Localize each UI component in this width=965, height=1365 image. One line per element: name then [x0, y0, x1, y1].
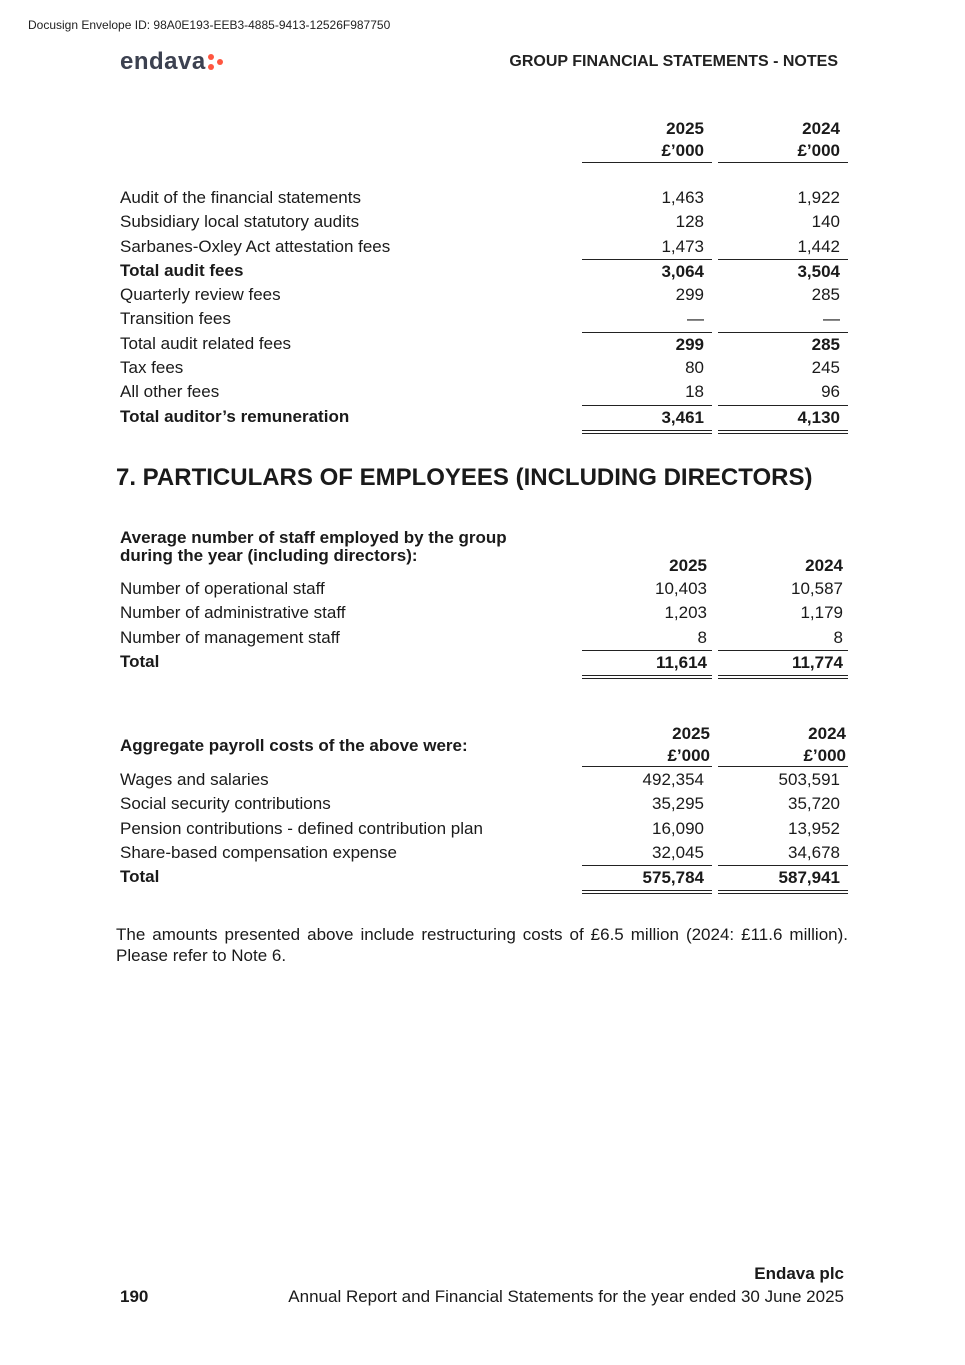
audit-header-unit — [120, 140, 848, 164]
audit-fees-table — [120, 118, 848, 429]
value-2024: 34,678 — [788, 842, 840, 862]
row-label: Tax fees — [120, 358, 184, 378]
total-row — [120, 865, 848, 889]
staff-title-line2: during the year (including directors): — [120, 546, 418, 565]
table-row — [120, 601, 848, 625]
value-2024: 140 — [811, 212, 840, 232]
value-2025: 18 — [685, 382, 704, 402]
row-label: Total audit fees — [120, 260, 244, 280]
audit-col1-unit: £’000 — [582, 140, 712, 163]
row-label: Total auditor’s remuneration — [120, 406, 350, 426]
table-row — [120, 356, 848, 380]
value-2024: 4,130 — [718, 405, 848, 434]
total-row — [120, 650, 848, 674]
value-2025: 16,090 — [652, 818, 704, 838]
table-row — [120, 792, 848, 816]
logo-text: endava — [120, 48, 206, 75]
envelope-id: Docusign Envelope ID: 98A0E193-EEB3-4885-9413-12526F987750 — [28, 18, 391, 32]
row-label: Share-based compensation expense — [120, 842, 397, 862]
value-2024: 35,720 — [788, 794, 840, 814]
audit-col2-year: 2024 — [802, 119, 840, 138]
row-label: Total — [120, 651, 160, 671]
table-row — [120, 577, 848, 601]
value-2024: 285 — [718, 332, 848, 357]
table-row — [120, 283, 848, 307]
staff-col2-year: 2024 — [805, 556, 843, 575]
row-label: Audit of the financial statements — [120, 188, 361, 207]
value-2024: — — [823, 309, 840, 329]
staff-table-title — [120, 529, 848, 577]
section-7-heading: 7. PARTICULARS OF EMPLOYEES (INCLUDING DIRECTORS) — [116, 464, 813, 491]
page-number: 190 — [120, 1287, 149, 1306]
value-2025: 11,614 — [582, 650, 712, 679]
payroll-col2-unit: £’000 — [718, 746, 848, 767]
table-row — [120, 768, 848, 792]
row-label: Social security contributions — [120, 794, 331, 814]
payroll-col1-year: 2025 — [672, 724, 710, 743]
audit-col1-year: 2025 — [666, 119, 704, 138]
row-label: Wages and salaries — [120, 770, 269, 789]
value-2024: 10,587 — [791, 579, 843, 598]
value-2025: 80 — [685, 358, 704, 378]
value-2024: 503,591 — [778, 770, 840, 789]
payroll-header — [120, 724, 848, 768]
value-2024: 1,179 — [800, 603, 843, 623]
value-2025: 128 — [675, 212, 704, 232]
value-2024: 11,774 — [718, 650, 848, 679]
audit-header-year — [120, 118, 848, 140]
row-label: Total audit related fees — [120, 333, 292, 353]
logo-mark-icon — [208, 54, 224, 70]
row-label: All other fees — [120, 382, 220, 402]
payroll-table — [120, 724, 848, 889]
subtotal-row — [120, 332, 848, 356]
table-row — [120, 841, 848, 865]
value-2025: 8 — [697, 627, 707, 647]
total-row — [120, 259, 848, 283]
table-row — [120, 307, 848, 331]
row-label: Quarterly review fees — [120, 285, 281, 305]
value-2025: 32,045 — [652, 842, 704, 862]
table-row — [120, 626, 848, 650]
table-row — [120, 380, 848, 404]
value-2025: 3,064 — [582, 259, 712, 284]
payroll-col2-year: 2024 — [808, 724, 846, 743]
row-label: Subsidiary local statutory audits — [120, 212, 360, 232]
row-label: Transition fees — [120, 309, 231, 329]
value-2025: 299 — [582, 332, 712, 357]
audit-col2-unit: £’000 — [718, 140, 848, 163]
footer-report-title: Annual Report and Financial Statements for the year ended 30 June 2025 — [288, 1287, 844, 1306]
value-2025: 10,403 — [655, 579, 707, 598]
value-2025: 1,473 — [661, 236, 704, 256]
staff-col1-year: 2025 — [669, 556, 707, 575]
value-2025: 492,354 — [642, 770, 704, 789]
footer-company: Endava plc — [754, 1264, 844, 1283]
table-row — [120, 235, 848, 259]
row-label: Number of management staff — [120, 627, 340, 647]
value-2024: 96 — [821, 382, 840, 402]
value-2025: 3,461 — [582, 405, 712, 434]
value-2025: 1,203 — [664, 603, 707, 623]
value-2025: 1,463 — [661, 188, 704, 207]
value-2024: 1,922 — [797, 188, 840, 207]
value-2024: 285 — [811, 285, 840, 305]
row-label: Number of administrative staff — [120, 603, 346, 623]
value-2025: 35,295 — [652, 794, 704, 814]
company-logo — [120, 48, 224, 76]
value-2025: 575,784 — [582, 865, 712, 894]
staff-title-line1: Average number of staff employed by the group — [120, 528, 507, 547]
row-label: Number of operational staff — [120, 579, 325, 598]
table-row — [120, 186, 848, 210]
section-header: GROUP FINANCIAL STATEMENTS - NOTES — [509, 53, 838, 70]
row-label: Sarbanes-Oxley Act attestation fees — [120, 236, 391, 256]
value-2025: 299 — [675, 285, 704, 305]
value-2025: — — [687, 309, 704, 329]
value-2024: 3,504 — [718, 259, 848, 284]
staff-table — [120, 529, 848, 674]
value-2024: 587,941 — [718, 865, 848, 894]
grand-total-row — [120, 405, 848, 429]
row-label: Total — [120, 867, 160, 887]
value-2024: 13,952 — [788, 818, 840, 838]
table-row — [120, 817, 848, 841]
payroll-col1-unit: £’000 — [582, 746, 712, 767]
restructuring-note: The amounts presented above include restructuring costs of £6.5 million (2024: £11.6 million). Please refer to Note 6. — [116, 925, 848, 965]
payroll-table-title: Aggregate payroll costs of the above were: — [120, 736, 468, 755]
table-row — [120, 210, 848, 234]
value-2024: 8 — [833, 627, 843, 647]
value-2024: 1,442 — [797, 236, 840, 256]
row-label: Pension contributions - defined contribution plan — [120, 818, 483, 838]
value-2024: 245 — [811, 358, 840, 378]
